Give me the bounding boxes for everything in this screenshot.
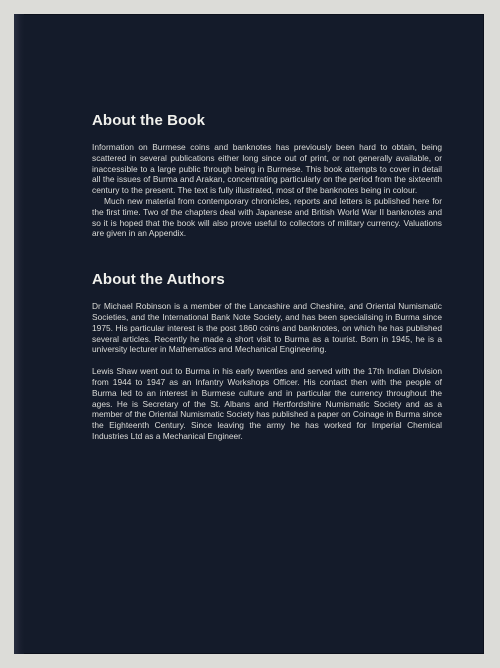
about-book-paragraph-2: Much new material from contemporary chronicles, reports and letters is published here for the first time. Two of the chapters deal with Japanese and British World War II banknotes and so it is hoped that the book will also prove useful to collectors of military currency. Valuations are given in an Appendix. — [92, 195, 442, 239]
cover-text-block — [92, 112, 442, 442]
paragraph-spacer — [92, 355, 442, 366]
about-authors-section — [92, 271, 442, 442]
section-spacer — [92, 239, 442, 271]
about-book-section — [92, 112, 442, 239]
about-book-paragraph-1: Information on Burmese coins and banknotes has previously been hard to obtain, being scattered in several publications either long since out of print, or not generally available, or inaccessible to a large public through being in Burmese. This book attempts to cover in detail all the issues of Burma and Arakan, concentrating particularly on the period from the sixteenth century to the present. The text is fully illustrated, most of the banknotes being in colour. — [92, 142, 442, 196]
author-shaw-paragraph: Lewis Shaw went out to Burma in his early twenties and served with the 17th Indian Division from 1944 to 1947 as an Infantry Workshops Officer. His contact then with the people of Burma led to an interest in Burmese culture and in particular the currency throughout the ages. He is Secretary of the St. Albans and Hertfordshire Numismatic Society and as a member of the Oriental Numismatic Society has published a paper on Coinage in Burma since the Eighteenth Century. Since leaving the army he has worked for Imperial Chemical Industries Ltd as a Mechanical Engineer. — [92, 366, 442, 441]
about-book-heading: About the Book — [92, 112, 206, 129]
author-robinson-paragraph: Dr Michael Robinson is a member of the Lancashire and Cheshire, and Oriental Numismatic Societies, and the International Bank Note Society, and has been specialising in Burma since 1975. His particular interest is the post 1860 coins and banknotes, on which he has published several articles. Recently he made a short visit to Burma as a tourist. Born in 1945, he is a university lecturer in Mathematics and Mechanical Engineering. — [92, 301, 442, 355]
cover-spine-edge — [14, 14, 24, 654]
about-authors-heading: About the Authors — [92, 271, 225, 289]
